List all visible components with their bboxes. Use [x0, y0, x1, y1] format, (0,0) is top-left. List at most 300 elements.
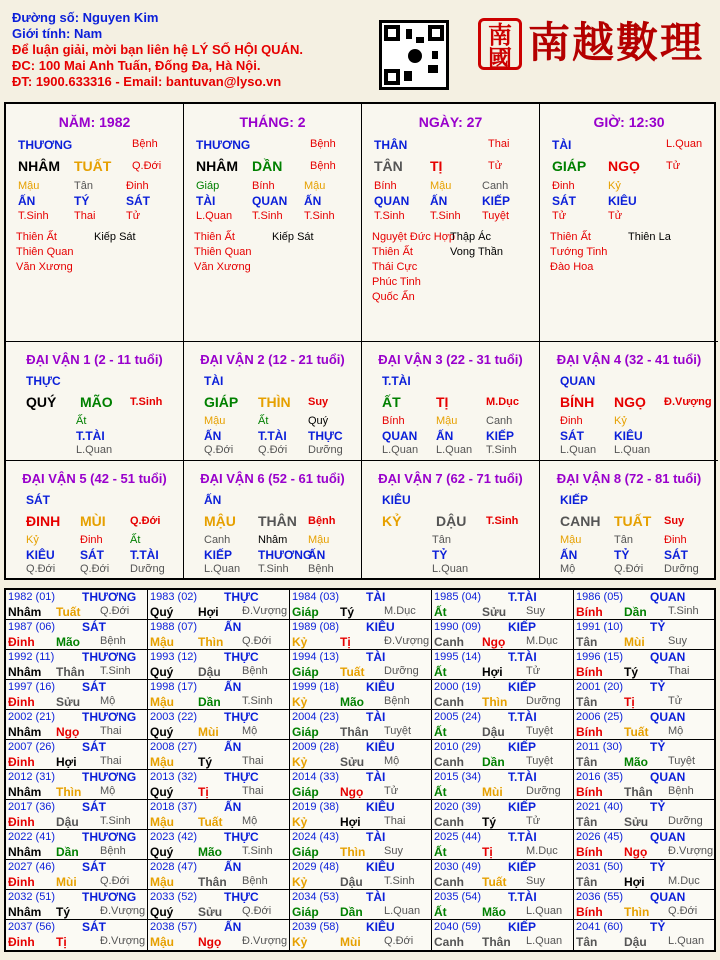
year-branch: Mùi: [56, 875, 77, 889]
shen-name: Văn Xương: [194, 261, 251, 273]
year-branch: Thân: [198, 875, 227, 889]
year-stem: Mậu: [150, 695, 174, 709]
year-stage: L.Quan: [384, 905, 421, 917]
year-cell: [148, 860, 290, 890]
dv-hidden-stem: Mậu: [436, 415, 458, 427]
pillar-stage: Bệnh: [132, 138, 158, 150]
year-label: 1982 (01): [8, 591, 56, 603]
year-branch: Thân: [482, 935, 511, 949]
year-branch: Sửu: [198, 905, 223, 919]
year-cell: [148, 740, 290, 770]
year-stem: Bính: [576, 725, 603, 739]
dv-hidden-stage: L.Quan: [614, 444, 651, 456]
year-god: THƯƠNG: [82, 590, 137, 604]
year-label: 2041 (60): [576, 921, 624, 933]
year-stem: Tân: [576, 815, 598, 829]
hidden-stem: Đinh: [126, 180, 149, 192]
year-cell: [574, 710, 716, 740]
year-cell: [6, 590, 148, 620]
year-label: 1997 (16): [8, 681, 56, 693]
year-label: 2035 (54): [434, 891, 482, 903]
year-stem: Canh: [434, 935, 464, 949]
year-label: 2037 (56): [8, 921, 56, 933]
year-stem: Ất: [434, 605, 447, 619]
year-branch: Mão: [198, 845, 222, 859]
dv-branch: THÌN: [258, 394, 291, 410]
year-stem: Ất: [434, 785, 447, 799]
shen-name: Thiên Ất: [550, 231, 591, 243]
pillar-title: GIỜ: 12:30: [593, 114, 665, 130]
dv-hidden-god: T.TÀI: [258, 429, 287, 443]
dv-branch: TỊ: [436, 394, 449, 410]
year-branch: Thân: [56, 665, 85, 679]
shen-name: Thiên Ất: [16, 231, 57, 243]
year-label: 1992 (11): [8, 651, 55, 663]
year-label: 2021 (40): [576, 801, 624, 813]
dv-hidden-stem: Ất: [130, 534, 141, 546]
year-cell: [148, 620, 290, 650]
year-stage: T.Sinh: [242, 695, 273, 707]
year-label: 2033 (52): [150, 891, 198, 903]
year-stem: Ất: [434, 665, 447, 679]
year-cell: [432, 710, 574, 740]
year-label: 2011 (30): [576, 741, 623, 753]
year-cell: [574, 860, 716, 890]
dv-hidden-god: TỶ: [432, 548, 448, 562]
year-label: 2023 (42): [150, 831, 198, 843]
year-god: TỶ: [650, 740, 666, 754]
dv-hidden-stem: Ất: [76, 415, 87, 427]
year-branch: Mão: [340, 695, 364, 709]
pillar-title: NGÀY: 27: [418, 114, 483, 130]
dv-hidden-god: KIÊU: [26, 548, 55, 562]
year-label: 2029 (48): [292, 861, 340, 873]
year-cell: [574, 680, 716, 710]
year-branch: Tuất: [482, 875, 507, 889]
dv-hidden-god: T.TÀI: [76, 429, 105, 443]
year-cell: [290, 770, 432, 800]
shen-name: Tướng Tinh: [550, 246, 608, 258]
year-god: T.TÀI: [508, 770, 537, 784]
year-stage: Bệnh: [100, 845, 126, 857]
hidden-stem: Bính: [374, 180, 397, 192]
year-god: T.TÀI: [508, 830, 537, 844]
year-label: 2024 (43): [292, 831, 340, 843]
year-stage: Bệnh: [668, 785, 694, 797]
year-branch: Ngọ: [624, 845, 648, 859]
dv-hidden-stem: Canh: [486, 415, 513, 427]
year-stem: Đinh: [8, 695, 35, 709]
year-cell: [574, 650, 716, 680]
pillar-star: Tử: [666, 160, 681, 172]
year-stage: Q.Đới: [242, 905, 272, 917]
year-label: 2034 (53): [292, 891, 340, 903]
year-stage: Tử: [668, 695, 683, 707]
year-cell: [6, 920, 148, 950]
year-god: TỶ: [650, 860, 666, 874]
year-god: KIÊU: [366, 740, 395, 754]
year-god: KIẾP: [508, 740, 537, 754]
year-branch: Mùi: [340, 935, 361, 949]
year-branch: Dần: [198, 695, 221, 709]
year-god: KIÊU: [366, 800, 395, 814]
hidden-god: QUAN: [374, 194, 410, 208]
dv-stage: Đ.Vượng: [664, 396, 712, 408]
year-label: 2032 (51): [8, 891, 56, 903]
pillar-stem: NHÂM: [196, 158, 238, 174]
shen-name: Nguyệt Đức Hợp: [372, 231, 456, 243]
year-label: 1993 (12): [150, 651, 198, 663]
year-label: 1995 (14): [434, 651, 482, 663]
year-cell: [574, 620, 716, 650]
shen-name-2: Thập Ác: [450, 231, 491, 243]
year-stage: Đ.Vượng: [100, 935, 146, 947]
year-cell: [148, 890, 290, 920]
year-stem: Đinh: [8, 755, 35, 769]
year-god: ẤN: [224, 620, 242, 634]
year-label: 1996 (15): [576, 651, 624, 663]
dv-hidden-stage: Q.Đới: [614, 563, 644, 575]
year-stem: Tân: [576, 755, 598, 769]
year-stage: Q.Đới: [242, 635, 272, 647]
year-branch: Tị: [340, 635, 351, 649]
name-line: Đường số: Nguyen Kim: [12, 10, 159, 25]
dv-hidden-stage: L.Quan: [436, 444, 473, 456]
year-label: 1999 (18): [292, 681, 340, 693]
dv-hidden-stage: L.Quan: [76, 444, 113, 456]
pillar-branch: DẦN: [252, 158, 283, 174]
year-stage: M.Dục: [526, 845, 558, 857]
pillar-star: Tử: [488, 160, 503, 172]
year-god: THƯƠNG: [82, 770, 137, 784]
year-cell: [148, 710, 290, 740]
year-stem: Bính: [576, 785, 603, 799]
year-label: 1990 (09): [434, 621, 482, 633]
pillar-title: THÁNG: 2: [239, 114, 306, 130]
year-label: 2014 (33): [292, 771, 340, 783]
hidden-stem: Tân: [74, 180, 93, 192]
shen-name: Văn Xương: [16, 261, 73, 273]
address-line: ĐC: 100 Mai Anh Tuấn, Đống Đa, Hà Nội.: [12, 58, 261, 73]
year-label: 2019 (38): [292, 801, 340, 813]
year-branch: Hợi: [56, 755, 77, 769]
dv-hidden-god: ẤN: [436, 429, 454, 443]
year-stem: Canh: [434, 635, 464, 649]
year-stage: Đ.Vượng: [668, 845, 714, 857]
shen-name-2: Thiên La: [628, 231, 671, 243]
year-label: 2016 (35): [576, 771, 624, 783]
year-stage: Tử: [526, 815, 541, 827]
hidden-stage: Thai: [74, 210, 96, 222]
year-branch: Mùi: [624, 635, 645, 649]
pillar-stem: NHÂM: [18, 158, 60, 174]
dv-stem: GIÁP: [204, 394, 239, 410]
dv-hidden-god: T.TÀI: [130, 548, 159, 562]
year-god: KIẾP: [508, 680, 537, 694]
year-label: 2012 (31): [8, 771, 56, 783]
year-label: 2007 (26): [8, 741, 56, 753]
year-cell: [290, 860, 432, 890]
year-stem: Quý: [150, 845, 174, 859]
year-label: 2039 (58): [292, 921, 340, 933]
dv-hidden-stage: Mộ: [560, 563, 576, 575]
shen-name-2: Kiếp Sát: [94, 231, 136, 243]
year-cell: [432, 830, 574, 860]
year-branch: Tý: [198, 755, 213, 769]
year-god: THƯƠNG: [82, 710, 137, 724]
year-cell: [574, 590, 716, 620]
year-god: THỰC: [224, 590, 259, 604]
year-branch: Ngọ: [482, 635, 506, 649]
year-god: THỰC: [224, 770, 259, 784]
year-stage: L.Quan: [526, 905, 563, 917]
dv-god: SÁT: [26, 493, 50, 507]
year-god: ẤN: [224, 680, 242, 694]
pillar-star: Q.Đới: [132, 160, 162, 172]
year-branch: Hợi: [624, 875, 645, 889]
annual-luck-grid: [4, 588, 716, 952]
hidden-stage: T.Sinh: [252, 210, 283, 222]
dv-stem: KỶ: [382, 513, 402, 529]
year-cell: [432, 920, 574, 950]
dv-hidden-stage: Q.Đới: [204, 444, 234, 456]
year-branch: Ngọ: [340, 785, 364, 799]
pillar-god: TÀI: [552, 138, 572, 152]
year-branch: Thìn: [198, 635, 224, 649]
dai-van-title: ĐẠI VẬN 2 (12 - 21 tuổi): [200, 352, 345, 367]
year-stem: Đinh: [8, 635, 35, 649]
dv-hidden-stage: Dưỡng: [130, 563, 165, 575]
year-label: 2015 (34): [434, 771, 482, 783]
dv-hidden-stem: Đinh: [664, 534, 687, 546]
year-stage: Tử: [384, 785, 399, 797]
year-branch: Thìn: [56, 785, 82, 799]
dv-hidden-stage: Q.Đới: [258, 444, 288, 456]
year-stem: Nhâm: [8, 665, 42, 679]
year-branch: Dần: [56, 845, 79, 859]
year-god: THỰC: [224, 710, 259, 724]
year-branch: Tị: [198, 785, 209, 799]
hidden-stage: Tử: [126, 210, 141, 222]
year-branch: Dậu: [56, 815, 79, 829]
year-god: QUAN: [650, 590, 686, 604]
year-cell: [432, 860, 574, 890]
shen-name-2: Vong Thần: [450, 246, 504, 258]
dai-van-cell: [540, 342, 718, 461]
year-stage: Mộ: [242, 815, 258, 827]
year-cell: [290, 620, 432, 650]
dv-hidden-god: ẤN: [560, 548, 578, 562]
year-cell: [290, 710, 432, 740]
dv-hidden-god: ẤN: [308, 548, 326, 562]
year-stem: Ất: [434, 845, 447, 859]
year-cell: [6, 620, 148, 650]
dv-branch: DẬU: [436, 513, 467, 529]
shen-name: Đào Hoa: [550, 261, 594, 273]
dv-god: ẤN: [204, 493, 222, 507]
year-label: 2008 (27): [150, 741, 198, 753]
hidden-stage: L.Quan: [196, 210, 233, 222]
hidden-stem: Bính: [252, 180, 275, 192]
dv-hidden-stem: Tân: [432, 534, 451, 546]
year-cell: [148, 650, 290, 680]
hidden-stem: Mậu: [304, 180, 326, 192]
year-stage: Suy: [526, 875, 545, 887]
year-label: 2009 (28): [292, 741, 340, 753]
year-stem: Mậu: [150, 935, 174, 949]
hidden-god: TÝ: [74, 194, 90, 208]
year-god: THƯƠNG: [82, 890, 137, 904]
year-cell: [148, 920, 290, 950]
dv-hidden-god: SÁT: [80, 548, 104, 562]
year-stem: Bính: [576, 605, 603, 619]
year-stage: Mộ: [100, 785, 116, 797]
year-branch: Tý: [482, 815, 497, 829]
dv-hidden-god: SÁT: [664, 548, 688, 562]
dv-hidden-stage: Dưỡng: [308, 444, 343, 456]
year-label: 2000 (19): [434, 681, 482, 693]
dv-hidden-god: KIẾP: [204, 548, 233, 562]
year-branch: Dậu: [340, 875, 363, 889]
dv-hidden-stem: Mậu: [308, 534, 330, 546]
year-god: SÁT: [82, 620, 106, 634]
dv-stage: T.Sinh: [130, 396, 163, 408]
year-label: 1991 (10): [576, 621, 624, 633]
dv-hidden-stage: T.Sinh: [486, 444, 517, 456]
year-branch: Thân: [624, 785, 653, 799]
year-stage: Đ.Vượng: [100, 905, 146, 917]
year-branch: Sửu: [56, 695, 81, 709]
year-god: TỶ: [650, 800, 666, 814]
dv-god: TÀI: [204, 374, 224, 388]
year-stage: Bệnh: [100, 635, 126, 647]
dv-stage: Suy: [308, 396, 329, 408]
year-label: 2010 (29): [434, 741, 482, 753]
year-label: 2022 (41): [8, 831, 56, 843]
year-god: QUAN: [650, 890, 686, 904]
dv-stem: MẬU: [204, 513, 236, 529]
year-branch: Hợi: [340, 815, 361, 829]
hidden-stem: Đinh: [552, 180, 575, 192]
year-stem: Nhâm: [8, 905, 42, 919]
year-stage: L.Quan: [526, 935, 563, 947]
year-stage: Q.Đới: [100, 875, 130, 887]
year-label: 2018 (37): [150, 801, 198, 813]
year-cell: [290, 740, 432, 770]
dai-van-cell: [184, 461, 362, 580]
year-label: 2031 (50): [576, 861, 624, 873]
year-god: TỶ: [650, 620, 666, 634]
year-label: 2036 (55): [576, 891, 624, 903]
hidden-stem: Mậu: [18, 180, 40, 192]
year-god: QUAN: [650, 770, 686, 784]
year-stem: Đinh: [8, 815, 35, 829]
year-stage: Tuyệt: [668, 755, 696, 767]
pillar-cell: [540, 104, 718, 342]
year-cell: [6, 890, 148, 920]
pillar-god: THÂN: [374, 138, 408, 152]
year-stage: Mộ: [242, 725, 258, 737]
pillar-god: THƯƠNG: [196, 138, 251, 152]
year-cell: [6, 800, 148, 830]
year-branch: Tị: [624, 695, 635, 709]
year-stem: Quý: [150, 725, 174, 739]
year-branch: Thân: [340, 725, 369, 739]
year-god: TỶ: [650, 920, 666, 934]
year-cell: [290, 800, 432, 830]
hidden-stem: Kỷ: [608, 180, 621, 192]
year-label: 1994 (13): [292, 651, 340, 663]
year-label: 2030 (49): [434, 861, 482, 873]
hidden-stem: Giáp: [196, 180, 220, 192]
hidden-god: ẤN: [18, 194, 36, 208]
year-cell: [574, 740, 716, 770]
dv-stem: QUÝ: [26, 394, 57, 410]
year-cell: [290, 680, 432, 710]
year-stem: Kỷ: [292, 755, 308, 769]
year-cell: [6, 770, 148, 800]
dv-hidden-stage: L.Quan: [560, 444, 597, 456]
year-cell: [432, 800, 574, 830]
year-god: QUAN: [650, 830, 686, 844]
year-branch: Tuất: [624, 725, 649, 739]
dv-god: KIÊU: [382, 493, 411, 507]
year-god: QUAN: [650, 650, 686, 664]
year-label: 2005 (24): [434, 711, 482, 723]
dai-van-cell: [6, 461, 184, 580]
year-stem: Canh: [434, 755, 464, 769]
year-stage: M.Dục: [526, 635, 558, 647]
year-branch: Dần: [624, 605, 647, 619]
year-stem: Bính: [576, 905, 603, 919]
hidden-stage: Tử: [608, 210, 623, 222]
dv-hidden-stem: Tân: [614, 534, 633, 546]
year-god: TÀI: [366, 770, 386, 784]
year-stage: L.Quan: [668, 935, 705, 947]
year-stem: Tân: [576, 935, 598, 949]
year-stem: Giáp: [292, 845, 319, 859]
year-cell: [290, 920, 432, 950]
year-stage: Dưỡng: [384, 665, 419, 677]
year-label: 1985 (04): [434, 591, 482, 603]
year-stage: Q.Đới: [384, 935, 414, 947]
year-label: 2001 (20): [576, 681, 624, 693]
year-stage: Dưỡng: [526, 785, 561, 797]
year-branch: Thìn: [624, 905, 650, 919]
year-label: 2003 (22): [150, 711, 198, 723]
qr-code[interactable]: [379, 20, 449, 90]
year-stem: Mậu: [150, 635, 174, 649]
contact-line: Để luận giải, mời bạn liên hệ LÝ SỐ HỘI QUÁN.: [12, 42, 303, 57]
year-label: 2038 (57): [150, 921, 198, 933]
year-stem: Nhâm: [8, 785, 42, 799]
year-cell: [432, 620, 574, 650]
year-label: 2028 (47): [150, 861, 198, 873]
dai-van-title: ĐẠI VẬN 4 (32 - 41 tuổi): [556, 352, 702, 367]
year-branch: Ngọ: [56, 725, 80, 739]
year-stage: T.Sinh: [384, 875, 415, 887]
dv-god: KIẾP: [560, 493, 589, 507]
year-god: T.TÀI: [508, 590, 537, 604]
year-stage: T.Sinh: [100, 815, 131, 827]
hidden-god: ẤN: [304, 194, 322, 208]
year-god: T.TÀI: [508, 710, 537, 724]
year-branch: Tị: [482, 845, 493, 859]
year-stage: Dưỡng: [526, 695, 561, 707]
year-god: SÁT: [82, 860, 106, 874]
pillar-stage: Thai: [488, 138, 510, 150]
year-stage: M.Dục: [668, 875, 700, 887]
